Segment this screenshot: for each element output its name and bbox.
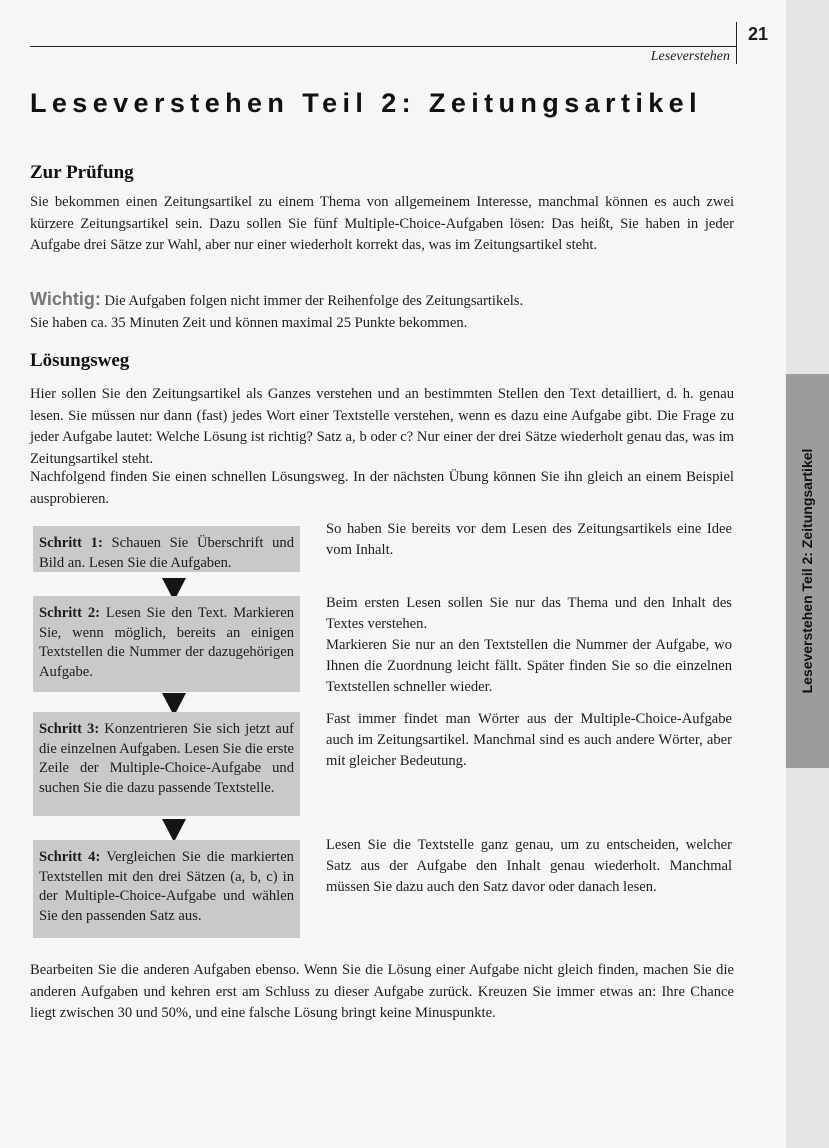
section-text-loesungsweg-2: Nachfolgend finden Sie einen schnellen Lösungsweg. In der nächsten Übung können Sie ihn gleich an einem Beispiel ausprobieren. bbox=[30, 469, 734, 507]
closing-paragraph: Bearbeiten Sie die anderen Aufgaben ebenso. Wenn Sie die Lösung einer Aufgabe nicht gleich finden, machen Sie die anderen Aufgaben und kehren erst am Schluss zu dieser Aufgabe zurück. Kreuzen Sie immer etwas an: Ihre Chance liegt zwischen 30 und 50%, und eine falsche Lösung bringt keine Minuspunkte. bbox=[30, 962, 734, 1021]
step-note-2b: Markieren Sie nur an den Textstellen die Nummer der Aufgabe, wo Ihnen die Zuordnung leicht fällt. Später finden Sie so die einzelnen Textstellen schneller wieder. bbox=[326, 637, 732, 695]
page-title: Leseverstehen Teil 2: Zeitungsartikel bbox=[30, 88, 702, 118]
running-head: Leseverstehen bbox=[650, 49, 730, 64]
step-text: Lesen Sie den Text. Markieren Sie, wenn möglich, bereits an einigen Textstellen die Nummer der dazugehörigen Aufgabe. bbox=[39, 605, 294, 680]
header-rule bbox=[30, 46, 736, 47]
step-box-3 bbox=[33, 712, 300, 816]
step-note-1: So haben Sie bereits vor dem Lesen des Zeitungsartikels eine Idee vom Inhalt. bbox=[326, 521, 732, 558]
section-text-pruefung: Sie bekommen einen Zeitungsartikel zu einem Thema von allgemeinem Interesse, manchmal können es auch zwei kürzere Zeitungsartikel sein. Dazu sollen Sie fünf Multiple-Choice-Aufgaben lösen: Das heißt, Sie haben in jeder Aufgabe drei Sätze zur Wahl, aber nur einer wiederholt korrekt das, was im Zeitungsartikel steht. bbox=[30, 194, 734, 253]
side-tab-label: Leseverstehen Teil 2: Zeitungsartikel bbox=[799, 448, 815, 694]
page-number: 21 bbox=[748, 24, 769, 44]
section-heading-pruefung: Zur Prüfung bbox=[30, 162, 134, 183]
header-rule-vertical bbox=[736, 22, 737, 64]
section-text-loesungsweg: Hier sollen Sie den Zeitungsartikel als Ganzes verstehen und an bestimmten Stellen den Text detailliert, d. h. genau lesen. Sie müssen nur dann (fast) jedes Wort einer Textstelle verstehen, wenn es dazu eine Aufgabe gibt. Die Frage zu jeder Aufgabe lautet: Welche Lösung ist richtig? Satz a, b oder c? Nur einer der drei Sätze wiederholt genau das, was im Zeitungsartikel steht. bbox=[30, 386, 734, 467]
step-box-1 bbox=[33, 526, 300, 572]
step-text: Vergleichen Sie die markierten Textstellen mit den drei Sätzen (a, b, c) in der Multiple-Choice-Aufgabe und wählen Sie den passenden Satz aus. bbox=[39, 849, 294, 924]
step-box-4 bbox=[33, 840, 300, 938]
step-note-3: Fast immer findet man Wörter aus der Multiple-Choice-Aufgabe auch im Zeitungsartikel. Manchmal sind es auch andere Wörter, aber mit gleicher Bedeutung. bbox=[326, 711, 732, 769]
section-heading-loesungsweg: Lösungsweg bbox=[30, 350, 130, 371]
step-text: Konzentrieren Sie sich jetzt auf die einzelnen Aufgaben. Lesen Sie die erste Zeile der Multiple-Choice-Aufgabe und suchen Sie die dazu passende Textstelle. bbox=[39, 721, 294, 796]
important-note bbox=[30, 289, 734, 334]
step-note-4: Lesen Sie die Textstelle ganz genau, um zu entscheiden, welcher Satz aus der Aufgabe den Inhalt genau wiederholt. Manchmal müssen Sie dazu auch den Satz davor oder danach lesen. bbox=[326, 837, 732, 895]
step-label: Schritt 1: bbox=[39, 535, 103, 551]
step-label: Schritt 2: bbox=[39, 605, 101, 621]
important-line-1: Die Aufgaben folgen nicht immer der Reihenfolge des Zeitungsartikels. bbox=[100, 293, 524, 309]
step-label: Schritt 3: bbox=[39, 721, 100, 737]
step-label: Schritt 4: bbox=[39, 849, 101, 865]
step-text: Schauen Sie Überschrift und Bild an. Lesen Sie die Aufgaben. bbox=[39, 535, 294, 571]
important-lead: Wichtig: bbox=[30, 289, 101, 309]
important-line-2: Sie haben ca. 35 Minuten Zeit und können maximal 25 Punkte bekommen. bbox=[30, 314, 468, 331]
step-note-2a: Beim ersten Lesen sollen Sie nur das Thema und den Inhalt des Textes verstehen. bbox=[326, 595, 732, 632]
step-box-2 bbox=[33, 596, 300, 692]
down-arrow-icon bbox=[162, 819, 186, 842]
